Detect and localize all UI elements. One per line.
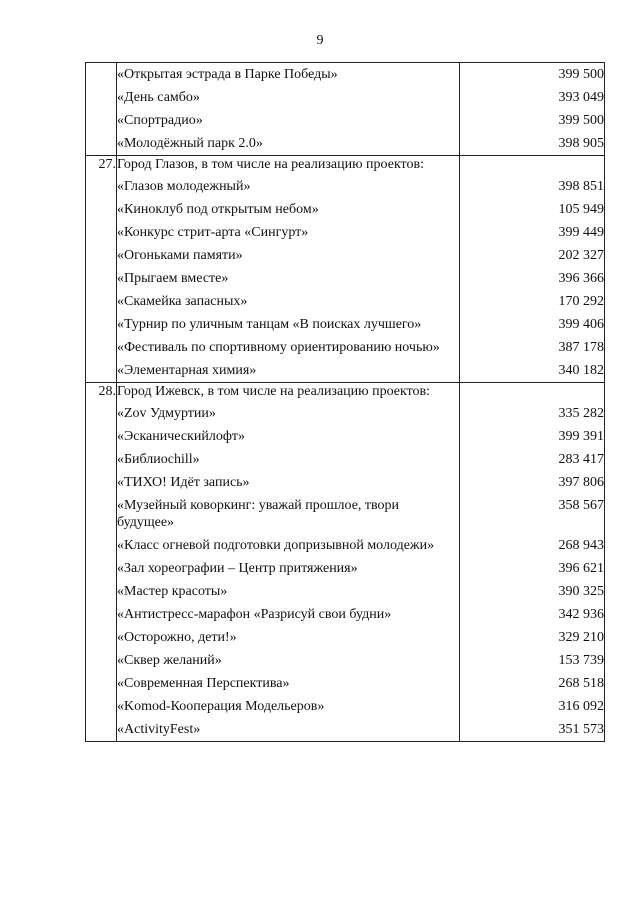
row-number-cell [86,402,117,425]
table-row [86,359,605,383]
table-row [86,63,605,87]
table-row [86,198,605,221]
page-number: 9 [316,33,324,48]
project-amount: 329 210 [460,626,605,649]
project-name: «Музейный коворкинг: уважай прошлое, твори будущее» [117,494,460,534]
section-amount-cell [460,383,605,403]
project-amount: 397 806 [460,471,605,494]
row-number-cell [86,471,117,494]
project-amount: 399 500 [460,63,605,87]
project-name: «ТИХО! Идёт запись» [117,471,460,494]
table-row [86,221,605,244]
row-number-cell [86,63,117,87]
row-number-cell [86,448,117,471]
table-row [86,557,605,580]
project-amount: 335 282 [460,402,605,425]
project-amount: 398 851 [460,175,605,198]
project-name: «Глазов молодежный» [117,175,460,198]
table-row [86,290,605,313]
project-name: «Эсканическийлофт» [117,425,460,448]
project-name: «ActivityFest» [117,718,460,742]
project-amount: 202 327 [460,244,605,267]
row-number-cell [86,494,117,534]
project-amount: 396 621 [460,557,605,580]
row-number-cell [86,267,117,290]
project-amount: 399 500 [460,109,605,132]
project-amount: 268 518 [460,672,605,695]
section-title: Город Глазов, в том числе на реализацию проектов: [117,156,460,176]
row-number-cell [86,672,117,695]
table-row [86,86,605,109]
project-name: «Современная Перспектива» [117,672,460,695]
project-name: «Киноклуб под открытым небом» [117,198,460,221]
project-name: «Открытая эстрада в Парке Победы» [117,63,460,87]
row-number-cell [86,534,117,557]
project-name: «Элементарная химия» [117,359,460,383]
section-header-row [86,156,605,176]
section-number: 27. [86,156,117,176]
table-row [86,494,605,534]
table-row [86,109,605,132]
section-title: Город Ижевск, в том числе на реализацию проектов: [117,383,460,403]
row-number-cell [86,86,117,109]
table-row [86,244,605,267]
table-row [86,672,605,695]
project-amount: 153 739 [460,649,605,672]
row-number-cell [86,718,117,742]
project-name: «Прыгаем вместе» [117,267,460,290]
project-amount: 316 092 [460,695,605,718]
table-row [86,336,605,359]
project-name: «Zov Удмуртии» [117,402,460,425]
project-name: «Сквер желаний» [117,649,460,672]
allocation-table [85,62,605,742]
project-name: «Мастер красоты» [117,580,460,603]
project-name: «Скамейка запасных» [117,290,460,313]
project-name: «Komod-Кооперация Модельеров» [117,695,460,718]
row-number-cell [86,132,117,156]
project-amount: 340 182 [460,359,605,383]
row-number-cell [86,626,117,649]
project-amount: 399 391 [460,425,605,448]
row-number-cell [86,313,117,336]
project-amount: 358 567 [460,494,605,534]
project-name: «День самбо» [117,86,460,109]
row-number-cell [86,221,117,244]
table-row [86,425,605,448]
project-amount: 393 049 [460,86,605,109]
table-row [86,448,605,471]
project-amount: 351 573 [460,718,605,742]
row-number-cell [86,695,117,718]
table-row [86,402,605,425]
row-number-cell [86,175,117,198]
row-number-cell [86,359,117,383]
project-name: «Молодёжный парк 2.0» [117,132,460,156]
project-name: «Фестиваль по спортивному ориентированию ночью» [117,336,460,359]
table-row [86,580,605,603]
section-header-row [86,383,605,403]
project-amount: 268 943 [460,534,605,557]
project-amount: 105 949 [460,198,605,221]
section-amount-cell [460,156,605,176]
project-name: «Антистресс-марафон «Разрисуй свои будни» [117,603,460,626]
table-row [86,626,605,649]
table-row [86,695,605,718]
row-number-cell [86,649,117,672]
project-name: «Библиоchill» [117,448,460,471]
row-number-cell [86,425,117,448]
project-amount: 399 449 [460,221,605,244]
table-body [86,63,605,742]
row-number-cell [86,290,117,313]
table-row [86,471,605,494]
table-row [86,313,605,336]
project-amount: 399 406 [460,313,605,336]
project-name: «Огоньками памяти» [117,244,460,267]
row-number-cell [86,198,117,221]
row-number-cell [86,603,117,626]
project-amount: 170 292 [460,290,605,313]
table-row [86,267,605,290]
row-number-cell [86,557,117,580]
project-amount: 283 417 [460,448,605,471]
table-row [86,649,605,672]
project-amount: 342 936 [460,603,605,626]
project-name: «Класс огневой подготовки допризывной молодежи» [117,534,460,557]
project-amount: 396 366 [460,267,605,290]
section-number: 28. [86,383,117,403]
table-row [86,718,605,742]
project-amount: 390 325 [460,580,605,603]
project-amount: 387 178 [460,336,605,359]
table-row [86,132,605,156]
row-number-cell [86,580,117,603]
project-name: «Конкурс стрит-арта «Сингурт» [117,221,460,244]
row-number-cell [86,109,117,132]
project-name: «Спортрадио» [117,109,460,132]
project-name: «Осторожно, дети!» [117,626,460,649]
table-row [86,534,605,557]
project-amount: 398 905 [460,132,605,156]
project-name: «Турнир по уличным танцам «В поисках лучшего» [117,313,460,336]
row-number-cell [86,244,117,267]
table-row [86,175,605,198]
project-name: «Зал хореографии – Центр притяжения» [117,557,460,580]
row-number-cell [86,336,117,359]
table-row [86,603,605,626]
